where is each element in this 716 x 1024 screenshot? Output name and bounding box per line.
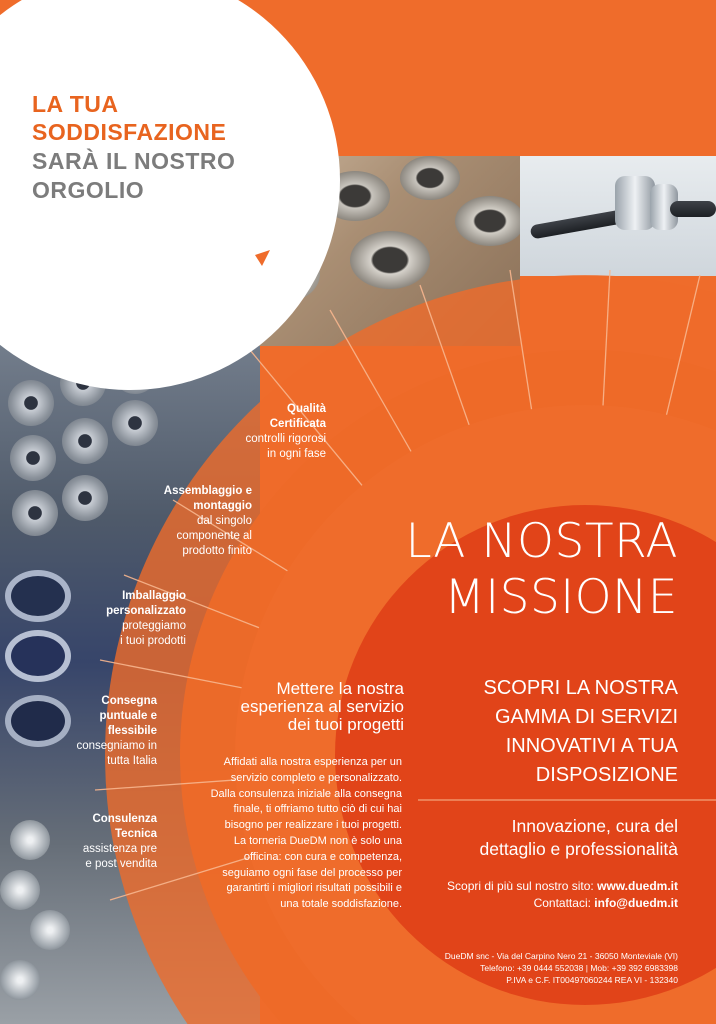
service-desc: controlli rigorosi — [245, 433, 326, 445]
paragraph-line: officina: con cura e competenza, — [243, 850, 402, 863]
intro-subtitle — [164, 680, 404, 734]
website-label: Scopri di più sul nostro sito: — [447, 879, 594, 893]
website-link[interactable]: www.duedm.it — [597, 879, 678, 893]
intro-line: esperienza al servizio — [240, 697, 404, 716]
slogan-line-3: SARÀ IL NOSTRO — [32, 148, 236, 174]
services-callout — [398, 674, 678, 790]
service-title: Consulenza — [92, 813, 157, 825]
service-title: montaggio — [193, 500, 252, 512]
slogan-line-2: SODDISFAZIONE — [32, 119, 227, 145]
intro-line: dei tuoi progetti — [287, 715, 404, 734]
values-tagline — [388, 815, 678, 861]
tagline-line: Innovazione, cura del — [511, 816, 678, 836]
service-title: Consegna — [101, 695, 157, 707]
service-title: Assemblaggio e — [163, 485, 252, 497]
service-desc: e post vendita — [85, 858, 157, 870]
paragraph-line: servizio completo e personalizzato. — [230, 771, 402, 784]
slogan-line-1: LA TUA — [32, 91, 119, 117]
footer-address: DueDM snc - Via del Carpino Nero 21 - 36050 Monteviale (VI) — [444, 951, 678, 961]
callout-line: INNOVATIVI A TUA — [505, 735, 678, 757]
paragraph-line: Dalla consulenza iniziale alla consegna — [210, 787, 402, 800]
slogan-line-4: ORGOLIO — [32, 177, 145, 203]
paragraph-line: una totale soddisfazione. — [280, 898, 402, 911]
footer-vat: P.IVA e C.F. IT00497060244 REA VI - 132340 — [506, 975, 678, 985]
service-qualita — [196, 402, 326, 462]
service-desc: consegniamo in — [76, 740, 157, 752]
service-title: Qualità — [287, 403, 326, 415]
email-link[interactable]: info@duedm.it — [594, 896, 678, 910]
mission-heading — [278, 514, 678, 626]
paragraph-line: finale, ti offriamo tutto ciò di cui hai — [233, 803, 402, 816]
service-title: personalizzato — [106, 605, 186, 617]
service-title: puntuale e — [99, 710, 157, 722]
service-title: Imballaggio — [122, 590, 186, 602]
service-desc: i tuoi prodotti — [120, 635, 186, 647]
service-desc: tutta Italia — [107, 755, 157, 767]
email-row — [378, 895, 678, 912]
service-title: Certificata — [269, 418, 326, 430]
service-desc: componente al — [176, 530, 252, 542]
mission-line-1: LA NOSTRA — [405, 514, 678, 569]
company-footer — [378, 950, 678, 986]
paragraph-line: La torneria DueDM non è solo una — [233, 834, 402, 847]
service-consegna — [27, 694, 157, 769]
service-consulenza — [27, 812, 157, 872]
paragraph-line: Affidati alla nostra esperienza per un — [223, 756, 402, 768]
paragraph-line: garantirti i migliori risultati possibili e — [226, 882, 402, 895]
callout-line: GAMMA DI SERVIZI — [495, 706, 678, 728]
service-imballaggio — [56, 589, 186, 649]
intro-paragraph — [162, 755, 402, 913]
service-title: Tecnica — [115, 828, 157, 840]
service-desc: prodotto finito — [182, 545, 252, 557]
callout-line: DISPOSIZIONE — [535, 764, 678, 786]
footer-phone: Telefono: +39 0444 552038 | Mob: +39 392 6983398 — [480, 963, 678, 973]
website-row — [378, 878, 678, 895]
intro-line: Mettere la nostra — [276, 679, 404, 698]
service-desc: assistenza pre — [82, 843, 157, 855]
service-title: flessibile — [107, 725, 157, 737]
callout-line: SCOPRI LA NOSTRA — [483, 677, 678, 699]
email-label: Contattaci: — [533, 896, 591, 910]
paragraph-line: seguiamo ogni fase del processo per — [222, 866, 402, 879]
service-desc: proteggiamo — [122, 620, 186, 632]
paragraph-line: bisogno per realizzare i tuoi progetti. — [224, 819, 402, 832]
service-desc: dal singolo — [197, 515, 252, 527]
service-assemblaggio — [122, 484, 252, 559]
service-desc: in ogni fase — [267, 448, 326, 460]
mission-line-2: MISSIONE — [444, 570, 678, 625]
contact-block — [378, 878, 678, 912]
tagline-line: dettaglio e professionalità — [479, 839, 678, 859]
